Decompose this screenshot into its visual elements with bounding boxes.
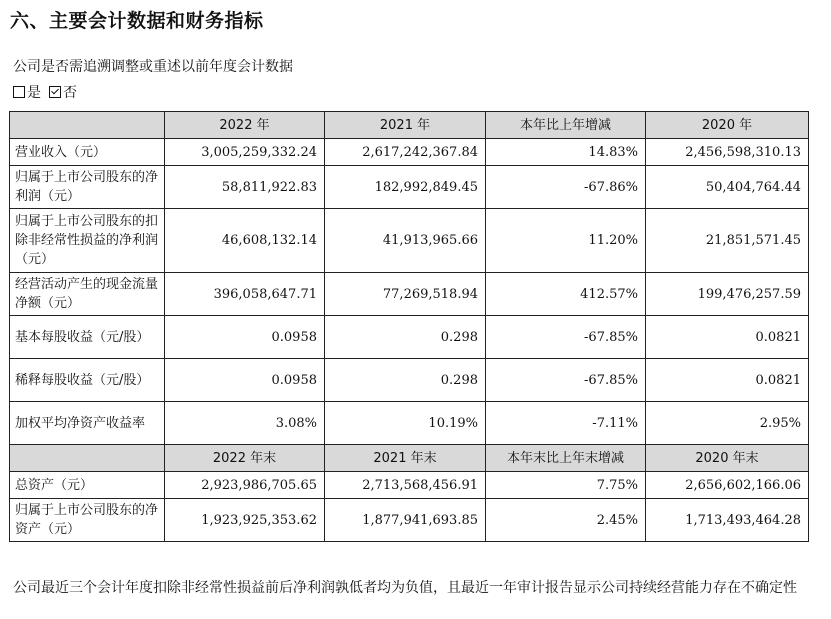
table-row [10,139,809,166]
value-cell: 2,656,602,166.06 [646,472,809,499]
value-cell: -67.85% [486,316,646,359]
option-no[interactable] [49,85,77,101]
value-cell: 396,058,647.71 [165,273,325,316]
row-label: 归属于上市公司股东的扣除非经常性损益的净利润（元） [10,209,165,273]
header-cell: 2022 年末 [165,445,325,472]
option-yes[interactable] [13,85,41,101]
value-cell: -7.11% [486,402,646,445]
checkbox-unchecked-icon[interactable] [13,86,25,98]
checkbox-checked-icon[interactable] [49,86,61,98]
value-cell: 0.0821 [646,316,809,359]
value-cell: 2,713,568,456.91 [325,472,486,499]
table-row [10,472,809,499]
value-cell: 2.95% [646,402,809,445]
value-cell: 412.57% [486,273,646,316]
row-label: 归属于上市公司股东的净利润（元） [10,166,165,209]
value-cell: 41,913,965.66 [325,209,486,273]
header-cell: 2021 年 [325,112,486,139]
value-cell: 0.298 [325,359,486,402]
value-cell: 50,404,764.44 [646,166,809,209]
table-header-row [10,445,809,472]
value-cell: 3.08% [165,402,325,445]
value-cell: 199,476,257.59 [646,273,809,316]
row-label: 营业收入（元） [10,139,165,166]
value-cell: 1,713,493,464.28 [646,499,809,542]
option-yes-label: 是 [27,85,41,101]
value-cell: 46,608,132.14 [165,209,325,273]
header-cell: 2020 年末 [646,445,809,472]
header-cell: 2020 年 [646,112,809,139]
value-cell: 0.0958 [165,359,325,402]
value-cell: 14.83% [486,139,646,166]
option-no-label: 否 [63,85,77,101]
row-label: 基本每股收益（元/股） [10,316,165,359]
value-cell: 7.75% [486,472,646,499]
header-cell: 本年末比上年末增减 [486,445,646,472]
table-row [10,499,809,542]
section-title: 六、主要会计数据和财务指标 [10,10,264,32]
value-cell: 0.0821 [646,359,809,402]
table-row [10,316,809,359]
table-row [10,359,809,402]
value-cell: -67.86% [486,166,646,209]
value-cell: 0.298 [325,316,486,359]
row-label: 总资产（元） [10,472,165,499]
restate-options [13,82,77,102]
value-cell: 1,877,941,693.85 [325,499,486,542]
value-cell: 11.20% [486,209,646,273]
table-row [10,166,809,209]
value-cell: 10.19% [325,402,486,445]
value-cell: 0.0958 [165,316,325,359]
row-label: 加权平均净资产收益率 [10,402,165,445]
header-cell: 2022 年 [165,112,325,139]
value-cell: 2,456,598,310.13 [646,139,809,166]
value-cell: 58,811,922.83 [165,166,325,209]
financial-indicators-table [9,111,809,542]
table-row [10,402,809,445]
value-cell: 21,851,571.45 [646,209,809,273]
value-cell: 2.45% [486,499,646,542]
header-cell [10,445,165,472]
value-cell: 2,617,242,367.84 [325,139,486,166]
restate-question: 公司是否需追溯调整或重述以前年度会计数据 [13,59,293,75]
header-cell: 2021 年末 [325,445,486,472]
value-cell: 2,923,986,705.65 [165,472,325,499]
row-label: 归属于上市公司股东的净资产（元） [10,499,165,542]
value-cell: 77,269,518.94 [325,273,486,316]
table-header-row [10,112,809,139]
row-label: 经营活动产生的现金流量净额（元） [10,273,165,316]
table-row [10,273,809,316]
value-cell: -67.85% [486,359,646,402]
table-row [10,209,809,273]
value-cell: 3,005,259,332.24 [165,139,325,166]
row-label: 稀释每股收益（元/股） [10,359,165,402]
value-cell: 1,923,925,353.62 [165,499,325,542]
header-cell [10,112,165,139]
value-cell: 182,992,849.45 [325,166,486,209]
header-cell: 本年比上年增减 [486,112,646,139]
footnote: 公司最近三个会计年度扣除非经常性损益前后净利润孰低者均为负值，且最近一年审计报告显示公司持续经营能力存在不确定性 [13,580,797,596]
